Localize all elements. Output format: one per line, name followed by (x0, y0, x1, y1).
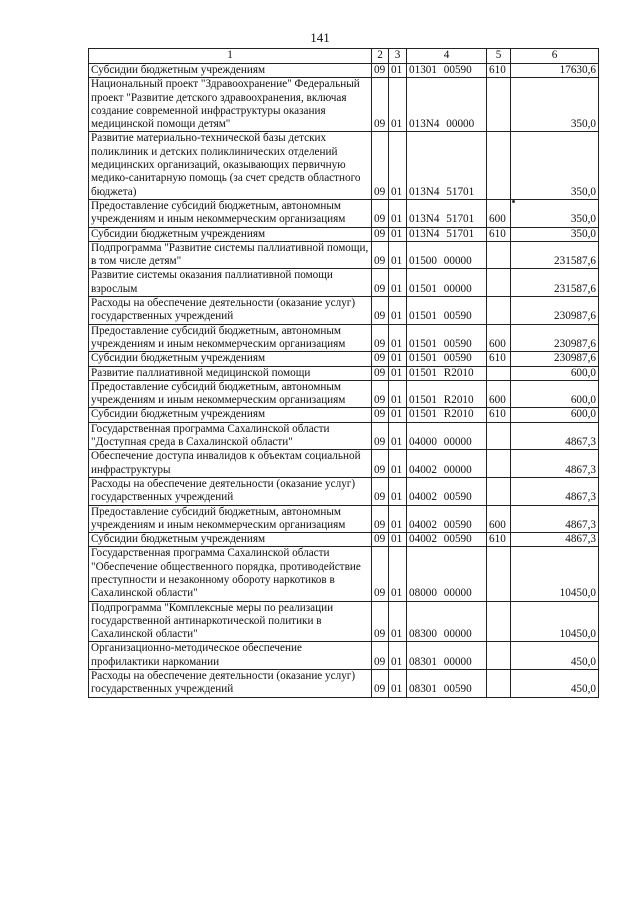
row-name: Субсидии бюджетным учреждениям (89, 533, 372, 547)
row-amount: 4867,3 (511, 477, 599, 505)
table-row (89, 352, 599, 366)
table-row (89, 601, 599, 642)
row-amount: 10450,0 (511, 547, 599, 601)
row-code-section: 09 (372, 64, 389, 78)
page-number: 141 (310, 30, 330, 45)
row-code-subsection: 01 (389, 380, 407, 408)
row-code-expense-type: 600 (487, 324, 511, 352)
row-code-expense-type: 600 (487, 380, 511, 408)
row-name: Развитие материально-технической базы детских поликлиник и детских поликлинических отделений медицинских организаций, оказывающих первичную медико-санитарную помощь (за счет средств областного бюджета) (89, 132, 372, 199)
row-code-subsection: 01 (389, 64, 407, 78)
row-code-target: 04000 00000 (407, 422, 487, 450)
row-code-subsection: 01 (389, 408, 407, 422)
table-header-row (89, 49, 599, 64)
row-amount: 350,0 (511, 132, 599, 199)
row-amount: 4867,3 (511, 505, 599, 533)
row-code-expense-type (487, 422, 511, 450)
row-code-target: 01501 00590 (407, 297, 487, 325)
row-code-subsection: 01 (389, 642, 407, 670)
row-amount: 230987,6 (511, 297, 599, 325)
row-code-subsection: 01 (389, 422, 407, 450)
row-name: Обеспечение доступа инвалидов к объектам социальной инфраструктуры (89, 450, 372, 478)
row-code-target: 04002 00590 (407, 477, 487, 505)
budget-table (88, 48, 599, 698)
row-code-expense-type (487, 269, 511, 297)
row-code-subsection: 01 (389, 533, 407, 547)
row-code-subsection: 01 (389, 505, 407, 533)
row-amount: 600,0 (511, 366, 599, 380)
row-code-expense-type (487, 477, 511, 505)
row-amount: 230987,6 (511, 324, 599, 352)
row-code-section: 09 (372, 366, 389, 380)
row-code-target: 013N4 51701 (407, 227, 487, 241)
row-code-subsection: 01 (389, 366, 407, 380)
row-code-target: 013N4 51701 (407, 199, 487, 227)
table-row (89, 132, 599, 199)
row-name: Подпрограмма "Развитие системы паллиативной помощи, в том числе детям" (89, 241, 372, 269)
header-cell: 2 (372, 49, 389, 64)
row-name: Предоставление субсидий бюджетным, автономным учреждениям и иным некоммерческим организациям (89, 199, 372, 227)
row-amount: 230987,6 (511, 352, 599, 366)
row-code-target: 04002 00590 (407, 533, 487, 547)
row-code-expense-type (487, 366, 511, 380)
table-row (89, 408, 599, 422)
table-row (89, 366, 599, 380)
row-code-subsection: 01 (389, 199, 407, 227)
row-code-section: 09 (372, 269, 389, 297)
row-name: Субсидии бюджетным учреждениям (89, 408, 372, 422)
row-code-section: 09 (372, 450, 389, 478)
row-amount: 4867,3 (511, 422, 599, 450)
row-code-subsection: 01 (389, 132, 407, 199)
row-code-subsection: 01 (389, 601, 407, 642)
row-code-target: 08301 00590 (407, 670, 487, 698)
row-code-section: 09 (372, 78, 389, 132)
row-amount: 231587,6 (511, 269, 599, 297)
row-code-section: 09 (372, 380, 389, 408)
table-row (89, 199, 599, 227)
row-name: Предоставление субсидий бюджетным, автономным учреждениям и иным некоммерческим организациям (89, 505, 372, 533)
table-row (89, 533, 599, 547)
row-code-target: 01501 00590 (407, 352, 487, 366)
row-code-section: 09 (372, 227, 389, 241)
row-amount: 4867,3 (511, 533, 599, 547)
header-cell: 6 (511, 49, 599, 64)
row-name: Субсидии бюджетным учреждениям (89, 352, 372, 366)
row-code-target: 01501 R2010 (407, 408, 487, 422)
row-name: Расходы на обеспечение деятельности (оказание услуг) государственных учреждений (89, 670, 372, 698)
row-amount: 600,0 (511, 408, 599, 422)
table-row (89, 642, 599, 670)
table-row (89, 324, 599, 352)
row-code-target: 01501 R2010 (407, 366, 487, 380)
row-code-section: 09 (372, 352, 389, 366)
row-code-section: 09 (372, 670, 389, 698)
row-code-expense-type (487, 241, 511, 269)
table-row (89, 78, 599, 132)
row-amount: 4867,3 (511, 450, 599, 478)
table-row (89, 241, 599, 269)
row-code-subsection: 01 (389, 670, 407, 698)
row-name: Развитие паллиативной медицинской помощи (89, 366, 372, 380)
row-code-target: 04002 00000 (407, 450, 487, 478)
row-code-section: 09 (372, 533, 389, 547)
row-code-subsection: 01 (389, 477, 407, 505)
row-code-subsection: 01 (389, 547, 407, 601)
row-code-subsection: 01 (389, 227, 407, 241)
stray-dot (512, 200, 515, 203)
row-code-section: 09 (372, 642, 389, 670)
row-amount: 17630,6 (511, 64, 599, 78)
row-amount: 450,0 (511, 642, 599, 670)
row-name: Организационно-методическое обеспечение профилактики наркомании (89, 642, 372, 670)
row-code-expense-type: 610 (487, 64, 511, 78)
table-row (89, 227, 599, 241)
row-amount: 600,0 (511, 380, 599, 408)
row-code-expense-type: 610 (487, 352, 511, 366)
table-row (89, 450, 599, 478)
row-code-expense-type: 600 (487, 505, 511, 533)
table-row (89, 64, 599, 78)
row-amount: 350,0 (511, 227, 599, 241)
row-code-expense-type: 610 (487, 227, 511, 241)
table-row (89, 670, 599, 698)
row-code-subsection: 01 (389, 352, 407, 366)
row-code-subsection: 01 (389, 269, 407, 297)
row-code-subsection: 01 (389, 297, 407, 325)
row-name: Субсидии бюджетным учреждениям (89, 64, 372, 78)
row-code-section: 09 (372, 297, 389, 325)
table-row (89, 505, 599, 533)
row-code-subsection: 01 (389, 324, 407, 352)
row-amount: 231587,6 (511, 241, 599, 269)
row-code-subsection: 01 (389, 241, 407, 269)
row-code-section: 09 (372, 324, 389, 352)
row-code-target: 01501 00000 (407, 269, 487, 297)
row-code-expense-type: 610 (487, 533, 511, 547)
row-code-target: 01501 R2010 (407, 380, 487, 408)
header-cell: 5 (487, 49, 511, 64)
row-code-section: 09 (372, 199, 389, 227)
row-name: Субсидии бюджетным учреждениям (89, 227, 372, 241)
row-name: Подпрограмма "Комплексные меры по реализации государственной антинаркотической политики в Сахалинской области" (89, 601, 372, 642)
row-name: Расходы на обеспечение деятельности (оказание услуг) государственных учреждений (89, 297, 372, 325)
row-code-expense-type (487, 132, 511, 199)
row-code-target: 08000 00000 (407, 547, 487, 601)
row-code-target: 013N4 51701 (407, 132, 487, 199)
row-amount: 350,0 (511, 199, 599, 227)
row-code-target: 04002 00590 (407, 505, 487, 533)
row-code-section: 09 (372, 422, 389, 450)
table-row (89, 477, 599, 505)
row-code-section: 09 (372, 241, 389, 269)
row-code-target: 08300 00000 (407, 601, 487, 642)
header-cell: 4 (407, 49, 487, 64)
row-code-section: 09 (372, 547, 389, 601)
row-code-expense-type (487, 78, 511, 132)
row-name: Предоставление субсидий бюджетным, автономным учреждениям и иным некоммерческим организациям (89, 324, 372, 352)
table-row (89, 422, 599, 450)
row-code-section: 09 (372, 408, 389, 422)
row-name: Государственная программа Сахалинской области "Доступная среда в Сахалинской области" (89, 422, 372, 450)
row-code-target: 01500 00000 (407, 241, 487, 269)
row-code-expense-type (487, 642, 511, 670)
row-code-subsection: 01 (389, 78, 407, 132)
row-name: Национальный проект "Здравоохранение" Федеральный проект "Развитие детского здравоохранения, включая создание современной инфраструктуры оказания медицинской помощи детям" (89, 78, 372, 132)
row-code-expense-type (487, 450, 511, 478)
row-code-section: 09 (372, 505, 389, 533)
row-code-section: 09 (372, 601, 389, 642)
row-name: Расходы на обеспечение деятельности (оказание услуг) государственных учреждений (89, 477, 372, 505)
row-code-expense-type (487, 297, 511, 325)
row-code-target: 01501 00590 (407, 324, 487, 352)
row-code-expense-type: 610 (487, 408, 511, 422)
row-code-subsection: 01 (389, 450, 407, 478)
row-code-section: 09 (372, 132, 389, 199)
row-name: Развитие системы оказания паллиативной помощи взрослым (89, 269, 372, 297)
row-code-expense-type: 600 (487, 199, 511, 227)
row-code-section: 09 (372, 477, 389, 505)
header-cell: 3 (389, 49, 407, 64)
row-code-target: 01301 00590 (407, 64, 487, 78)
row-code-target: 08301 00000 (407, 642, 487, 670)
header-cell: 1 (89, 49, 372, 64)
row-code-target: 013N4 00000 (407, 78, 487, 132)
row-name: Государственная программа Сахалинской области "Обеспечение общественного порядка, противодействие преступности и незаконному обороту наркотиков в Сахалинской области" (89, 547, 372, 601)
table-row (89, 297, 599, 325)
row-code-expense-type (487, 670, 511, 698)
row-amount: 450,0 (511, 670, 599, 698)
table-row (89, 547, 599, 601)
table-row (89, 380, 599, 408)
row-code-expense-type (487, 601, 511, 642)
table-row (89, 269, 599, 297)
row-amount: 10450,0 (511, 601, 599, 642)
row-amount: 350,0 (511, 78, 599, 132)
row-code-expense-type (487, 547, 511, 601)
row-name: Предоставление субсидий бюджетным, автономным учреждениям и иным некоммерческим организациям (89, 380, 372, 408)
